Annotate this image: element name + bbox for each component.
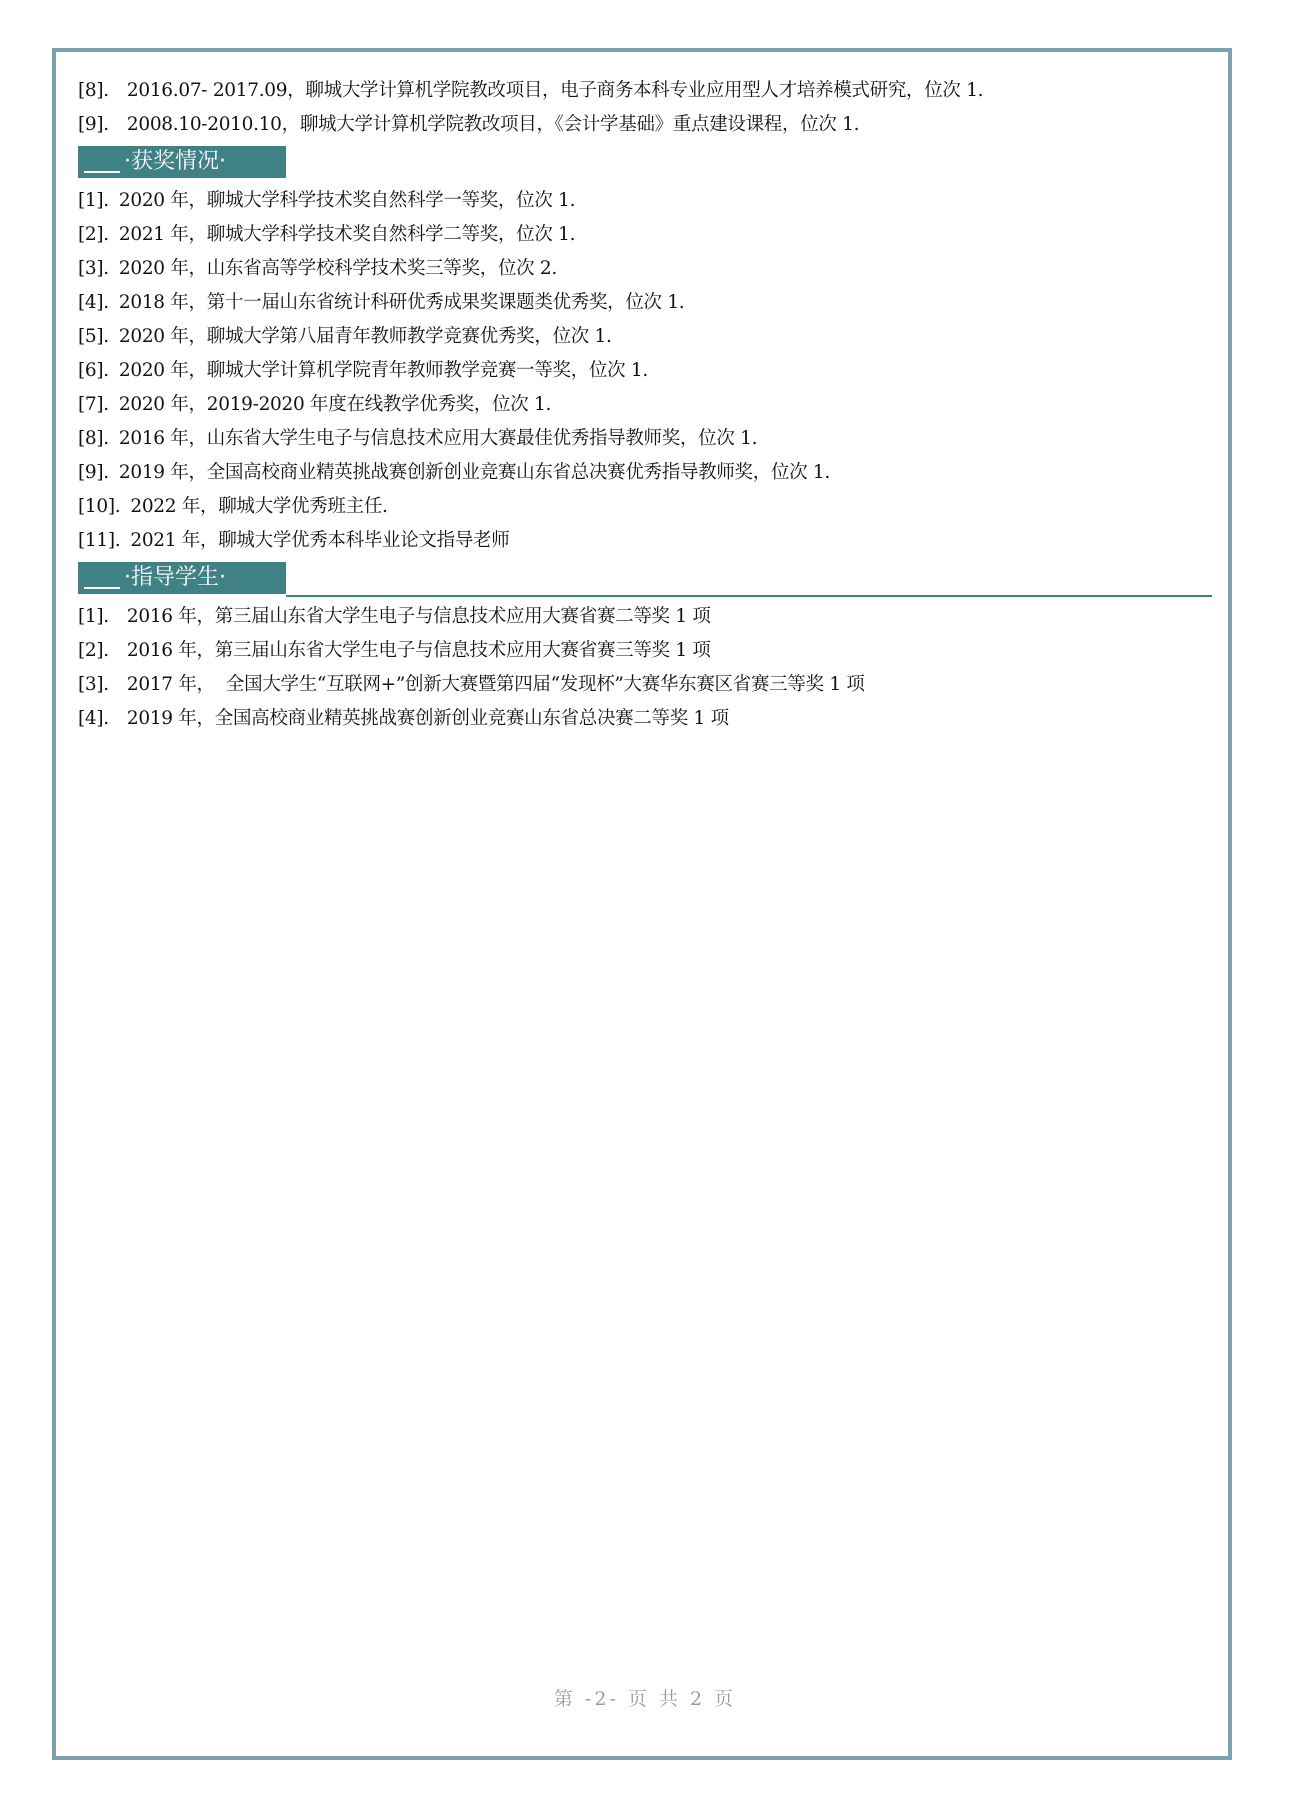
award-item xyxy=(78,422,1198,456)
award-item xyxy=(78,524,1198,558)
award-item xyxy=(78,252,1198,286)
item-number: [10]. xyxy=(78,496,121,517)
award-item xyxy=(78,354,1198,388)
awards-title: ·获奖情况· xyxy=(124,149,226,174)
project-item-8 xyxy=(78,74,1198,108)
item-number: [1]. xyxy=(78,606,109,627)
item-text: 2017 年， 全国大学生“互联网+”创新大赛暨第四届“发现杯”大赛华东赛区省赛三等奖 1 项 xyxy=(126,674,865,695)
item-text: 2020 年，聊城大学计算机学院青年教师教学竞赛一等奖，位次 1. xyxy=(118,360,648,381)
item-text: 2020 年，聊城大学第八届青年教师教学竞赛优秀奖，位次 1. xyxy=(118,326,612,347)
item-number: [6]. xyxy=(78,360,109,381)
student-item xyxy=(78,634,1198,668)
item-number: [3]. xyxy=(78,258,109,279)
student-item xyxy=(78,668,1198,702)
item-text: 2020 年，山东省高等学校科学技术奖三等奖，位次 2. xyxy=(118,258,557,279)
students-title: ·指导学生· xyxy=(124,565,226,590)
item-number: [4]. xyxy=(78,292,109,313)
item-number: [7]. xyxy=(78,394,109,415)
award-item xyxy=(78,388,1198,422)
item-number: [9]. xyxy=(78,114,109,135)
award-item xyxy=(78,490,1198,524)
item-number: [2]. xyxy=(78,224,109,245)
student-item xyxy=(78,702,1198,736)
document-content xyxy=(78,74,1198,736)
item-text: 2022 年，聊城大学优秀班主任. xyxy=(130,496,388,517)
item-number: [1]. xyxy=(78,190,109,211)
award-item xyxy=(78,184,1198,218)
item-text: 2019 年，全国高校商业精英挑战赛创新创业竞赛山东省总决赛优秀指导教师奖，位次 1. xyxy=(118,462,830,483)
item-number: [4]. xyxy=(78,708,109,729)
item-text: 2021 年，聊城大学优秀本科毕业论文指导老师 xyxy=(130,530,510,551)
item-number: [11]. xyxy=(78,530,121,551)
award-item xyxy=(78,320,1198,354)
banner-underline-decoration xyxy=(84,587,120,589)
item-text: 2019 年，全国高校商业精英挑战赛创新创业竞赛山东省总决赛二等奖 1 项 xyxy=(126,708,729,729)
award-item xyxy=(78,456,1198,490)
project-item-9 xyxy=(78,108,1198,142)
item-number: [3]. xyxy=(78,674,109,695)
section-divider-line xyxy=(286,595,1212,597)
award-item xyxy=(78,218,1198,252)
banner-underline-decoration xyxy=(84,171,120,173)
student-item xyxy=(78,600,1198,634)
students-section-header xyxy=(78,560,1198,598)
page-footer: 第 -2- 页 共 2 页 xyxy=(553,1688,737,1710)
item-text: 2016 年，山东省大学生电子与信息技术应用大赛最佳优秀指导教师奖，位次 1. xyxy=(118,428,758,449)
item-number: [9]. xyxy=(78,462,109,483)
students-banner xyxy=(78,562,286,594)
item-text: 2018 年，第十一届山东省统计科研优秀成果奖课题类优秀奖，位次 1. xyxy=(118,292,685,313)
item-text: 2016 年，第三届山东省大学生电子与信息技术应用大赛省赛二等奖 1 项 xyxy=(126,606,711,627)
item-text: 2016 年，第三届山东省大学生电子与信息技术应用大赛省赛三等奖 1 项 xyxy=(126,640,711,661)
awards-banner xyxy=(78,146,286,178)
item-text: 2021 年，聊城大学科学技术奖自然科学二等奖，位次 1. xyxy=(118,224,576,245)
item-text: 2020 年，2019-2020 年度在线教学优秀奖，位次 1. xyxy=(118,394,552,415)
item-number: [2]. xyxy=(78,640,109,661)
item-number: [5]. xyxy=(78,326,109,347)
item-text: 2016.07- 2017.09，聊城大学计算机学院教改项目，电子商务本科专业应用型人才培养模式研究，位次 1. xyxy=(126,80,984,101)
item-number: [8]. xyxy=(78,428,109,449)
item-text: 2020 年，聊城大学科学技术奖自然科学一等奖，位次 1. xyxy=(118,190,576,211)
item-number: [8]. xyxy=(78,80,109,101)
item-text: 2008.10-2010.10，聊城大学计算机学院教改项目，《会计学基础》重点建设课程，位次 1. xyxy=(126,114,860,135)
awards-section-header xyxy=(78,144,1198,182)
award-item xyxy=(78,286,1198,320)
